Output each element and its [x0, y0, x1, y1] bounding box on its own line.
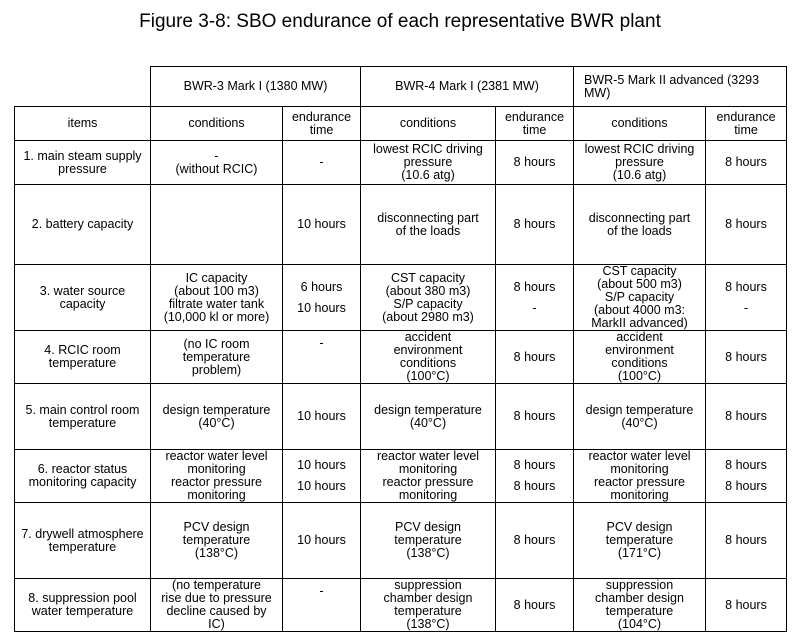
time-value: 8 hours [513, 409, 556, 423]
endurance-time-cell [496, 579, 574, 632]
endurance-time-cell [496, 331, 574, 384]
condition-line: reactor water level [588, 449, 691, 463]
conditions-header: conditions [361, 107, 496, 141]
conditions-cell [574, 384, 706, 450]
table-row [15, 141, 787, 185]
time-value: - [319, 584, 324, 598]
endurance-time-cell [496, 141, 574, 185]
condition-line: suppression [605, 578, 674, 592]
time-value: 8 hours [725, 279, 767, 294]
condition-line: monitoring [187, 462, 246, 476]
condition-line: (about 100 m3) [174, 283, 259, 298]
time-value: 8 hours [513, 217, 556, 231]
condition-line: accident [404, 330, 452, 344]
endurance-time-cell [706, 331, 787, 384]
endurance-time-cell [283, 265, 361, 331]
conditions-cell [361, 185, 496, 265]
condition-line: design temperature [374, 402, 482, 417]
condition-line: environment [393, 343, 463, 357]
time-value: 8 hours [513, 533, 556, 547]
item-label: 1. main steam supply pressure [15, 141, 151, 185]
time-stack [286, 281, 357, 315]
endurance-time-cell [706, 579, 787, 632]
condition-line: MarkII advanced) [591, 316, 688, 330]
item-label: 2. battery capacity [15, 185, 151, 265]
sbo-endurance-table [14, 66, 787, 632]
time-stack [499, 156, 570, 169]
condition-line: (138°C) [406, 546, 450, 560]
condition-line: - [214, 148, 219, 163]
subheader-row [15, 107, 787, 141]
conditions-cell [361, 384, 496, 450]
time-value: 10 hours [297, 409, 346, 423]
condition-line: temperature [605, 604, 674, 618]
condition-line: PCV design [606, 520, 673, 534]
conditions-header: conditions [151, 107, 283, 141]
conditions-cell [151, 265, 283, 331]
conditions-cell [151, 141, 283, 185]
condition-line: CST capacity [602, 264, 677, 278]
condition-line: reactor pressure [593, 475, 685, 489]
plant-header-row [15, 67, 787, 107]
condition-line: conditions [611, 356, 668, 370]
endurance-time-cell [496, 503, 574, 579]
condition-line: temperature [182, 349, 251, 364]
endurance-time-cell [496, 384, 574, 450]
item-label: 7. drywell atmosphere temperature [15, 503, 151, 579]
conditions-cell [574, 579, 706, 632]
condition-line: CST capacity [390, 270, 466, 285]
time-value: 8 hours [513, 155, 556, 169]
conditions-cell [151, 450, 283, 503]
condition-line: IC capacity [185, 270, 248, 285]
condition-line: S/P capacity [393, 296, 463, 311]
condition-line: S/P capacity [604, 290, 675, 304]
conditions-cell [574, 141, 706, 185]
endurance-time-cell [283, 185, 361, 265]
time-value: 8 hours [513, 349, 556, 364]
condition-line: (no IC room [183, 336, 250, 351]
time-stack [286, 459, 357, 493]
endurance-time-cell [283, 579, 361, 632]
item-label: 4. RCIC room temperature [15, 331, 151, 384]
plant-header: BWR-5 Mark II advanced (3293 MW) [574, 67, 787, 107]
time-stack [709, 156, 783, 169]
condition-line: reactor water level [165, 449, 268, 463]
time-value: 8 hours [725, 479, 767, 493]
condition-line: lowest RCIC driving [584, 142, 695, 156]
time-value: 8 hours [725, 349, 767, 364]
condition-line: monitoring [398, 462, 458, 476]
condition-line: (without RCIC) [175, 161, 258, 176]
condition-line: monitoring [610, 488, 669, 502]
condition-line: (104°C) [617, 617, 662, 631]
condition-line: IC) [208, 617, 225, 631]
conditions-cell [361, 503, 496, 579]
condition-line: of the loads [607, 223, 672, 238]
conditions-cell [361, 331, 496, 384]
time-value: 8 hours [513, 458, 556, 472]
condition-line: disconnecting part [588, 210, 691, 225]
condition-line: conditions [399, 356, 457, 370]
condition-line: (10.6 atg) [612, 168, 667, 182]
table-row [15, 384, 787, 450]
time-value: 8 hours [513, 279, 556, 294]
time-stack [709, 534, 783, 547]
time-value: 10 hours [297, 533, 346, 547]
condition-line: accident [616, 330, 663, 344]
condition-line: rise due to pressure [161, 591, 272, 605]
conditions-cell [361, 265, 496, 331]
time-stack [709, 218, 783, 231]
endurance-time-cell [283, 450, 361, 503]
endurance-time-cell [496, 265, 574, 331]
table-row [15, 265, 787, 331]
conditions-cell [151, 503, 283, 579]
condition-line: (100°C) [406, 369, 450, 383]
time-stack [709, 599, 783, 612]
condition-line: temperature [394, 533, 462, 547]
conditions-cell [151, 579, 283, 632]
conditions-header: conditions [574, 107, 706, 141]
condition-line: (about 500 m3) [597, 277, 682, 291]
endurance-time-cell [283, 503, 361, 579]
condition-line: monitoring [610, 462, 669, 476]
condition-line: (138°C) [406, 617, 450, 631]
conditions-cell [574, 503, 706, 579]
condition-line: (40°C) [198, 415, 235, 430]
time-stack [286, 410, 357, 423]
item-label: 8. suppression pool water temperature [15, 579, 151, 632]
condition-line: pressure [615, 155, 664, 169]
time-stack [286, 337, 357, 350]
condition-line: chamber design [595, 591, 684, 605]
condition-line: chamber design [383, 591, 473, 605]
condition-line: (10.6 atg) [401, 168, 455, 182]
item-label: 5. main control room temperature [15, 384, 151, 450]
table-row [15, 450, 787, 503]
conditions-cell [574, 450, 706, 503]
condition-line: PCV design [394, 520, 461, 534]
time-stack [286, 534, 357, 547]
endurance-time-cell [283, 141, 361, 185]
condition-line: pressure [403, 155, 453, 169]
condition-line: (about 4000 m3: [593, 303, 686, 317]
endurance-time-header: endurance time [496, 107, 574, 141]
time-stack [499, 351, 570, 364]
condition-line: temperature [605, 533, 674, 547]
time-stack [286, 585, 357, 598]
condition-line: temperature [394, 604, 462, 618]
condition-line: lowest RCIC driving [373, 142, 483, 156]
time-value: 8 hours [513, 597, 556, 612]
time-stack [709, 351, 783, 364]
plant-header: BWR-4 Mark I (2381 MW) [361, 67, 574, 107]
conditions-cell [361, 579, 496, 632]
conditions-cell [574, 185, 706, 265]
condition-line: problem) [191, 362, 242, 377]
condition-line: environment [605, 343, 674, 357]
time-value: 10 hours [297, 479, 346, 493]
condition-line: design temperature [162, 402, 271, 417]
endurance-time-cell [283, 384, 361, 450]
conditions-cell [361, 141, 496, 185]
time-value: 10 hours [297, 300, 346, 315]
condition-line: (171°C) [617, 546, 662, 560]
conditions-cell [361, 450, 496, 503]
endurance-time-header: endurance time [706, 107, 787, 141]
condition-line: reactor pressure [170, 475, 262, 489]
time-value: 6 hours [300, 279, 343, 294]
time-value: 8 hours [725, 458, 767, 472]
time-value: 10 hours [297, 458, 346, 472]
time-stack [499, 534, 570, 547]
condition-line: (40°C) [409, 415, 447, 430]
condition-line: (10,000 kl or more) [163, 309, 270, 324]
time-value: - [743, 300, 749, 315]
condition-line: (about 380 m3) [385, 283, 471, 298]
endurance-time-cell [706, 185, 787, 265]
conditions-cell [574, 331, 706, 384]
condition-line: monitoring [398, 488, 458, 502]
condition-line: monitoring [187, 488, 246, 502]
condition-line: disconnecting part [377, 210, 479, 225]
conditions-cell [151, 384, 283, 450]
blank-corner-cell [15, 67, 151, 107]
condition-line: (about 2980 m3) [382, 309, 474, 324]
time-stack [709, 281, 783, 315]
item-label: 6. reactor status monitoring capacity [15, 450, 151, 503]
time-value: 8 hours [513, 479, 556, 493]
endurance-time-cell [706, 265, 787, 331]
time-value: - [319, 336, 324, 350]
endurance-time-cell [496, 185, 574, 265]
endurance-time-header: endurance time [283, 107, 361, 141]
condition-line: reactor pressure [382, 475, 474, 489]
time-value: - [319, 155, 324, 169]
plant-header: BWR-3 Mark I (1380 MW) [151, 67, 361, 107]
endurance-time-cell [706, 384, 787, 450]
condition-line: suppression [394, 578, 462, 592]
time-stack [709, 410, 783, 423]
condition-line: of the loads [395, 223, 461, 238]
endurance-time-cell [706, 141, 787, 185]
endurance-time-cell [706, 450, 787, 503]
time-stack [499, 218, 570, 231]
items-header: items [15, 107, 151, 141]
time-value: 8 hours [725, 533, 767, 547]
conditions-cell [151, 331, 283, 384]
table-row [15, 503, 787, 579]
condition-line: (40°C) [621, 415, 658, 430]
time-stack [499, 459, 570, 493]
time-stack [286, 156, 357, 169]
time-value: - [532, 300, 537, 315]
conditions-cell [151, 185, 283, 265]
condition-line: (no temperature [172, 578, 261, 592]
time-value: 8 hours [725, 597, 767, 612]
table-row [15, 185, 787, 265]
conditions-cell [574, 265, 706, 331]
condition-line: (100°C) [617, 369, 662, 383]
endurance-time-cell [496, 450, 574, 503]
condition-line: (138°C) [194, 546, 239, 560]
item-label: 3. water source capacity [15, 265, 151, 331]
table-row [15, 331, 787, 384]
time-stack [286, 218, 357, 231]
condition-line: filtrate water tank [168, 296, 265, 311]
table-row [15, 579, 787, 632]
time-stack [499, 281, 570, 315]
time-value: 8 hours [725, 217, 767, 231]
endurance-time-cell [283, 331, 361, 384]
figure-title: Figure 3-8: SBO endurance of each representative BWR plant [139, 11, 661, 32]
time-value: 10 hours [297, 217, 346, 231]
condition-line: design temperature [585, 402, 694, 417]
time-stack [499, 599, 570, 612]
time-stack [499, 410, 570, 423]
condition-line: decline caused by [166, 604, 267, 618]
condition-line: reactor water level [376, 449, 480, 463]
endurance-time-cell [706, 503, 787, 579]
condition-line: temperature [182, 533, 251, 547]
time-value: 8 hours [725, 409, 767, 423]
time-stack [709, 459, 783, 493]
condition-line: PCV design [183, 520, 250, 534]
time-value: 8 hours [725, 155, 767, 169]
